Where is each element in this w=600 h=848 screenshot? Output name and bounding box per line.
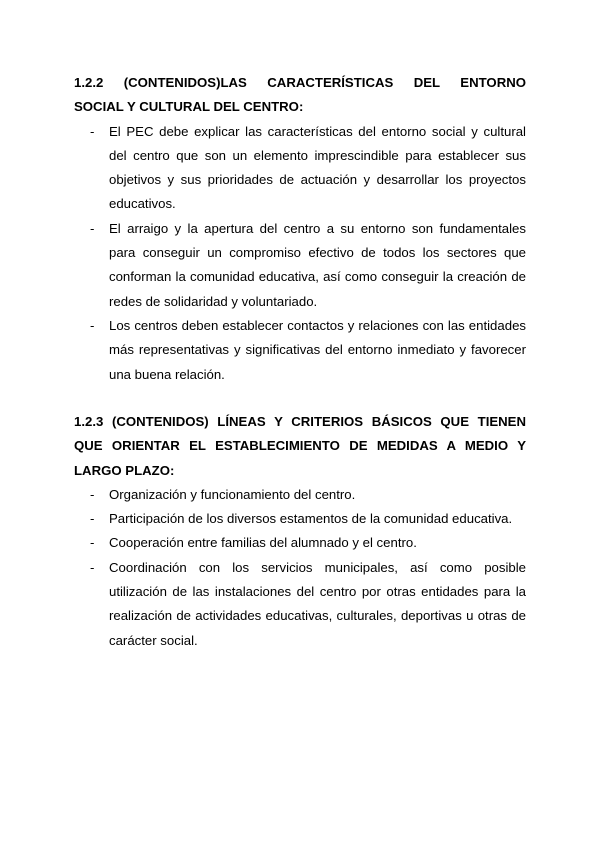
heading-line: 1.2.3 (CONTENIDOS) LÍNEAS Y CRITERIOS BÁSICOS QUE TIENEN [74, 414, 526, 429]
list-item [74, 120, 526, 217]
bullet-list [74, 483, 526, 653]
list-item [74, 314, 526, 387]
list-item-text: El arraigo y la apertura del centro a su entorno son fundamentales para conseguir un compromiso efectivo de todos los sectores que conforman la comunidad educativa, así como conseguir la creación de redes de solidaridad y voluntariado. [109, 220, 526, 309]
list-item-text: Coordinación con los servicios municipales, así como posible utilización de las instalaciones del centro por otras entidades para la realización de actividades educativas, culturales, deportivas u otras de carácter social. [109, 559, 526, 648]
bullet-dash: - [90, 535, 95, 551]
list-item [74, 507, 526, 531]
heading-line: QUE ORIENTAR EL ESTABLECIMIENTO DE MEDIDAS A MEDIO Y [74, 438, 526, 454]
bullet-list [74, 120, 526, 387]
list-item-text: Cooperación entre familias del alumnado y el centro. [109, 535, 417, 551]
list-item-text: Organización y funcionamiento del centro. [109, 486, 356, 502]
heading-line: 1.2.2 (CONTENIDOS)LAS CARACTERÍSTICAS DEL ENTORNO [74, 75, 526, 90]
list-item-text: Los centros deben establecer contactos y relaciones con las entidades más representativas y significativas del entorno inmediato y favorecer una buena relación. [109, 317, 526, 382]
list-item [74, 556, 526, 653]
list-item-text: Participación de los diversos estamentos de la comunidad educativa. [109, 511, 513, 527]
bullet-dash: - [90, 559, 95, 575]
heading-line: SOCIAL Y CULTURAL DEL CENTRO: [74, 99, 304, 115]
list-item [74, 531, 526, 555]
list-item-text: El PEC debe explicar las características del entorno social y cultural del centro que son un elemento imprescindible para establecer sus objetivos y sus prioridades de actuación y desarrollar los proyectos educativos. [109, 123, 526, 212]
list-item [74, 483, 526, 507]
bullet-dash: - [90, 486, 95, 502]
list-item [74, 217, 526, 314]
section-lineas-criterios [74, 410, 526, 653]
section-heading [74, 71, 526, 120]
section-entorno [74, 71, 526, 387]
bullet-dash: - [90, 511, 95, 527]
heading-line: LARGO PLAZO: [74, 462, 175, 478]
bullet-dash: - [90, 123, 95, 139]
section-heading [74, 410, 526, 483]
bullet-dash: - [90, 220, 95, 236]
bullet-dash: - [90, 317, 95, 333]
